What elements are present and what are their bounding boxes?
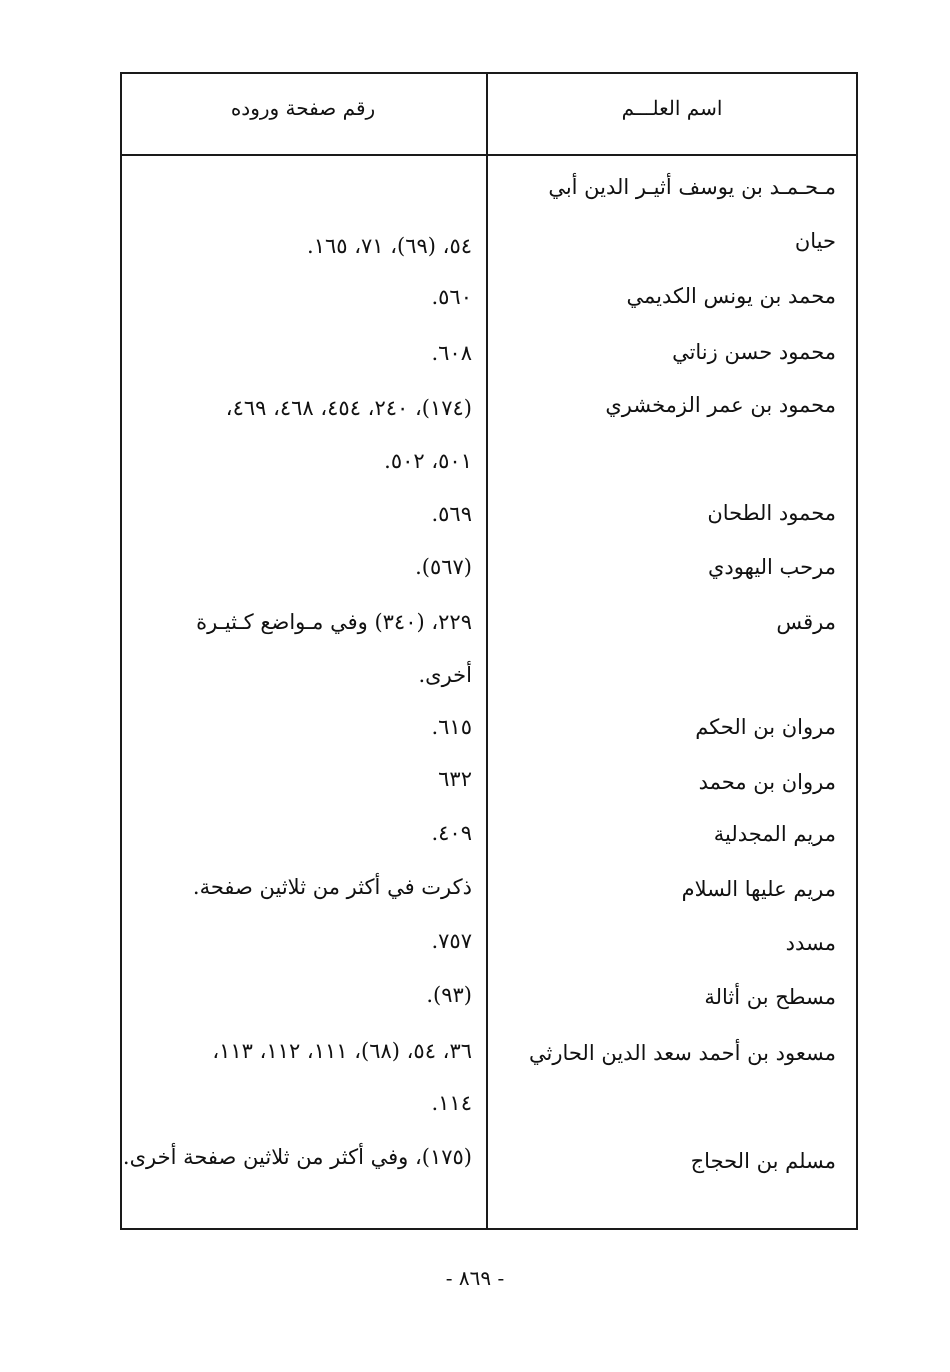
entry-name: مريم المجدلية [713, 822, 836, 846]
entry-name: مسلم بن الحجاج [690, 1149, 836, 1173]
entry-pages: ٥٠١، ٥٠٢. [384, 449, 472, 473]
entry-pages: ٣٦، ٥٤، (٦٨)، ١١١، ١١٢، ١١٣، [212, 1039, 472, 1063]
entry-pages: ٥٦٩. [431, 502, 472, 526]
index-table [120, 72, 858, 1230]
entry-name: حيان [794, 229, 836, 253]
entry-pages: ١١٤. [431, 1091, 472, 1115]
entry-name: مروان بن محمد [698, 770, 836, 794]
entry-pages: (٥٦٧). [415, 555, 472, 579]
entry-pages: (١٧٥)، وفي أكثر من ثلاثين صفحة أخرى. [122, 1145, 472, 1169]
entry-pages: ٦٣٢ [438, 767, 472, 791]
entry-pages: ٥٦٠. [431, 285, 472, 309]
entry-name: محمود الطحان [707, 501, 836, 525]
entry-name: مروان بن الحكم [695, 715, 836, 739]
entry-pages: ٦١٥. [431, 715, 472, 739]
header-rule [122, 154, 856, 156]
entry-pages: (٩٣). [426, 983, 472, 1007]
column-divider [486, 74, 488, 1228]
entry-name: مريم عليها السلام [681, 877, 836, 901]
entry-name: محمد بن يونس الكديمي [626, 284, 836, 308]
entry-name: مسطح بن أثالة [704, 985, 836, 1009]
page-number: - ٨٦٩ - [445, 1266, 505, 1290]
entry-name: مرحب اليهودي [708, 555, 836, 579]
header-name: اسم العلـــم [621, 96, 723, 120]
entry-pages: ذكرت في أكثر من ثلاثين صفحة. [192, 875, 472, 899]
entry-pages: ٦٠٨. [431, 341, 472, 365]
entry-pages: ٥٤، (٦٩)، ٧١، ١٦٥. [307, 234, 472, 258]
entry-name: مرقس [776, 610, 836, 634]
entry-pages: ٤٠٩. [431, 821, 472, 845]
entry-pages: (١٧٤)، ٢٤٠، ٤٥٤، ٤٦٨، ٤٦٩، [225, 396, 472, 420]
entry-pages: ٧٥٧. [431, 929, 472, 953]
header-pages: رقم صفحة وروده [230, 96, 376, 120]
entry-name: محمود بن عمر الزمخشري [605, 393, 836, 417]
entry-pages: أخرى. [418, 663, 472, 687]
entry-name: مـحـمـد بن يوسف أثيـر الدين أبي [548, 175, 836, 199]
entry-name: مسدد [785, 931, 836, 955]
entry-name: محمود حسن زناتي [672, 340, 836, 364]
entry-name: مسعود بن أحمد سعد الدين الحارثي [528, 1041, 836, 1065]
entry-pages: ٢٢٩، (٣٤٠) وفي مـواضع كـثيـرة [196, 610, 472, 634]
